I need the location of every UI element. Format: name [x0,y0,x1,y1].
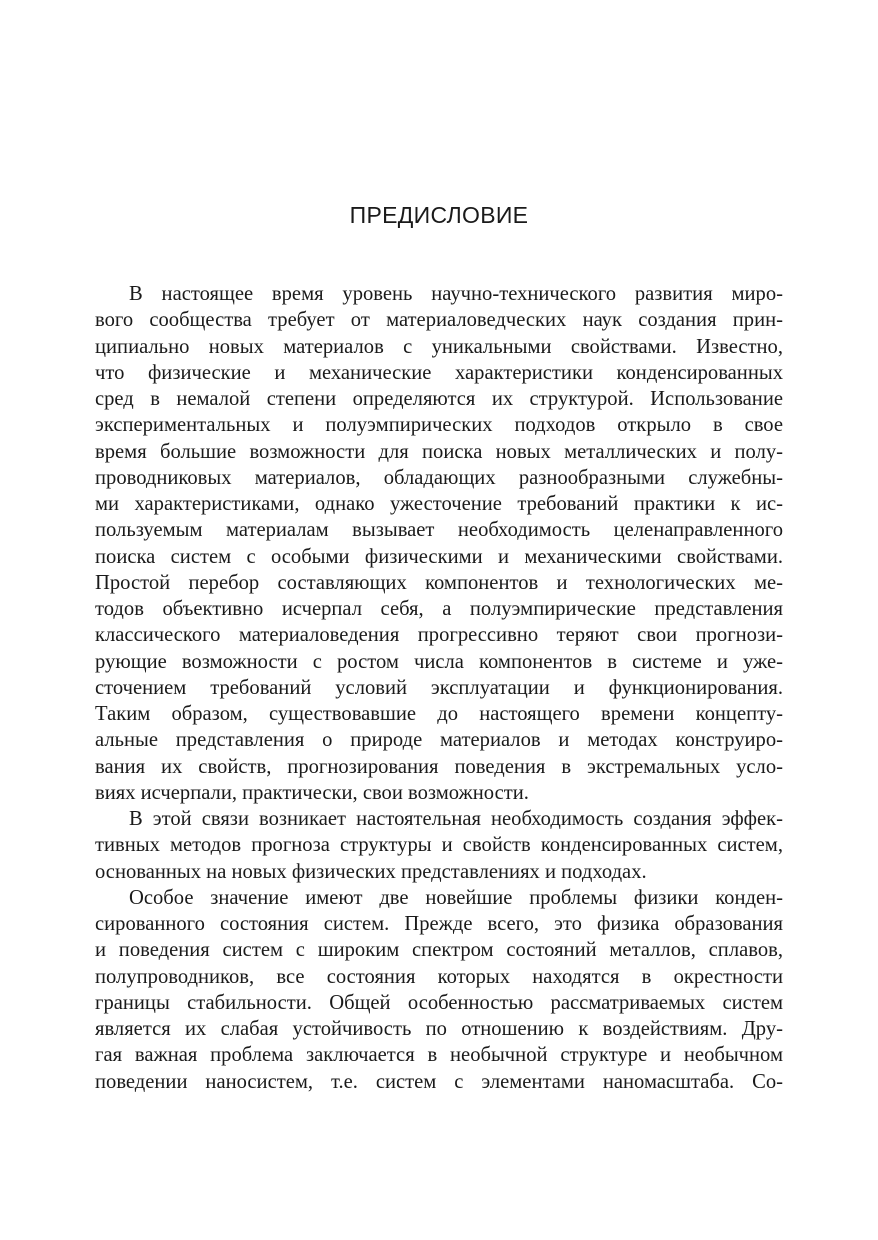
text-line: является их слабая устойчивость по отношению к воздействиям. Дру- [95,1018,783,1040]
text-line: альные представления о природе материалов и методах конструиро- [95,729,783,752]
paragraph-2 [95,806,783,885]
text-line: гая важная проблема заключается в необычной структуре и необычном [95,1044,783,1067]
text-line: поиска систем с особыми физическими и механическими свойствами. [95,545,783,568]
paragraph-1 [95,281,783,806]
text-line: время большие возможности для поиска новых металлических и полу- [95,440,783,463]
text-line: ми характеристиками, однако ужесточение требований практики к ис- [95,493,783,515]
text-line: проводниковых материалов, обладающих разнообразными служебны- [95,466,783,489]
text-line: сред в немалой степени определяются их структурой. Использование [95,388,783,410]
text-line: основанных на новых физических представлениях и подходах. [95,860,647,883]
text-line: В этой связи возникает настоятельная необходимость создания эффек- [129,808,783,830]
text-line: сточением требований условий эксплуатации и функционирования. [95,676,783,699]
text-line: тивных методов прогноза структуры и свойств конденсированных систем, [95,834,783,857]
text-line: тодов объективно исчерпал себя, а полуэмпирические представления [95,598,783,620]
text-line: вания их свойств, прогнозирования поведения в экстремальных усло- [95,755,783,778]
text-line: границы стабильности. Общей особенностью рассматриваемых систем [95,991,783,1014]
text-line: виях исчерпали, практически, свои возможности. [95,781,529,804]
paragraph-3 [95,885,783,1095]
text-line: Простой перебор составляющих компонентов и технологических ме- [95,571,783,594]
text-line: ципиально новых материалов с уникальными свойствами. Известно, [95,335,783,358]
body-text [95,281,783,1095]
text-line: и поведения систем с широким спектром состояний металлов, сплавов, [95,939,783,962]
text-line: В настоящее время уровень научно-технического развития миро- [129,283,783,305]
text-line: Особое значение имеют две новейшие проблемы физики конден- [129,886,783,909]
text-line: что физические и механические характеристики конденсированных [95,361,783,384]
text-line: классического материаловедения прогрессивно теряют свои прогнози- [95,624,783,647]
text-line: экспериментальных и полуэмпирических подходов открыло в свое [95,414,783,437]
text-line: рующие возможности с ростом числа компонентов в системе и уже- [95,650,783,673]
text-line: полупроводников, все состояния которых находятся в окрестности [95,965,783,988]
text-line: Таким образом, существовавшие до настоящего времени концепту- [95,703,783,725]
text-line: поведении наносистем, т.е. систем с элементами наномасштаба. Со- [95,1070,783,1093]
text-line: вого сообщества требует от материаловедческих наук создания прин- [95,309,783,332]
page-title: ПРЕДИСЛОВИЕ [349,202,529,228]
text-line: сированного состояния систем. Прежде всего, это физика образования [95,913,783,935]
text-line: пользуемым материалам вызывает необходимость целенаправленного [95,519,783,542]
